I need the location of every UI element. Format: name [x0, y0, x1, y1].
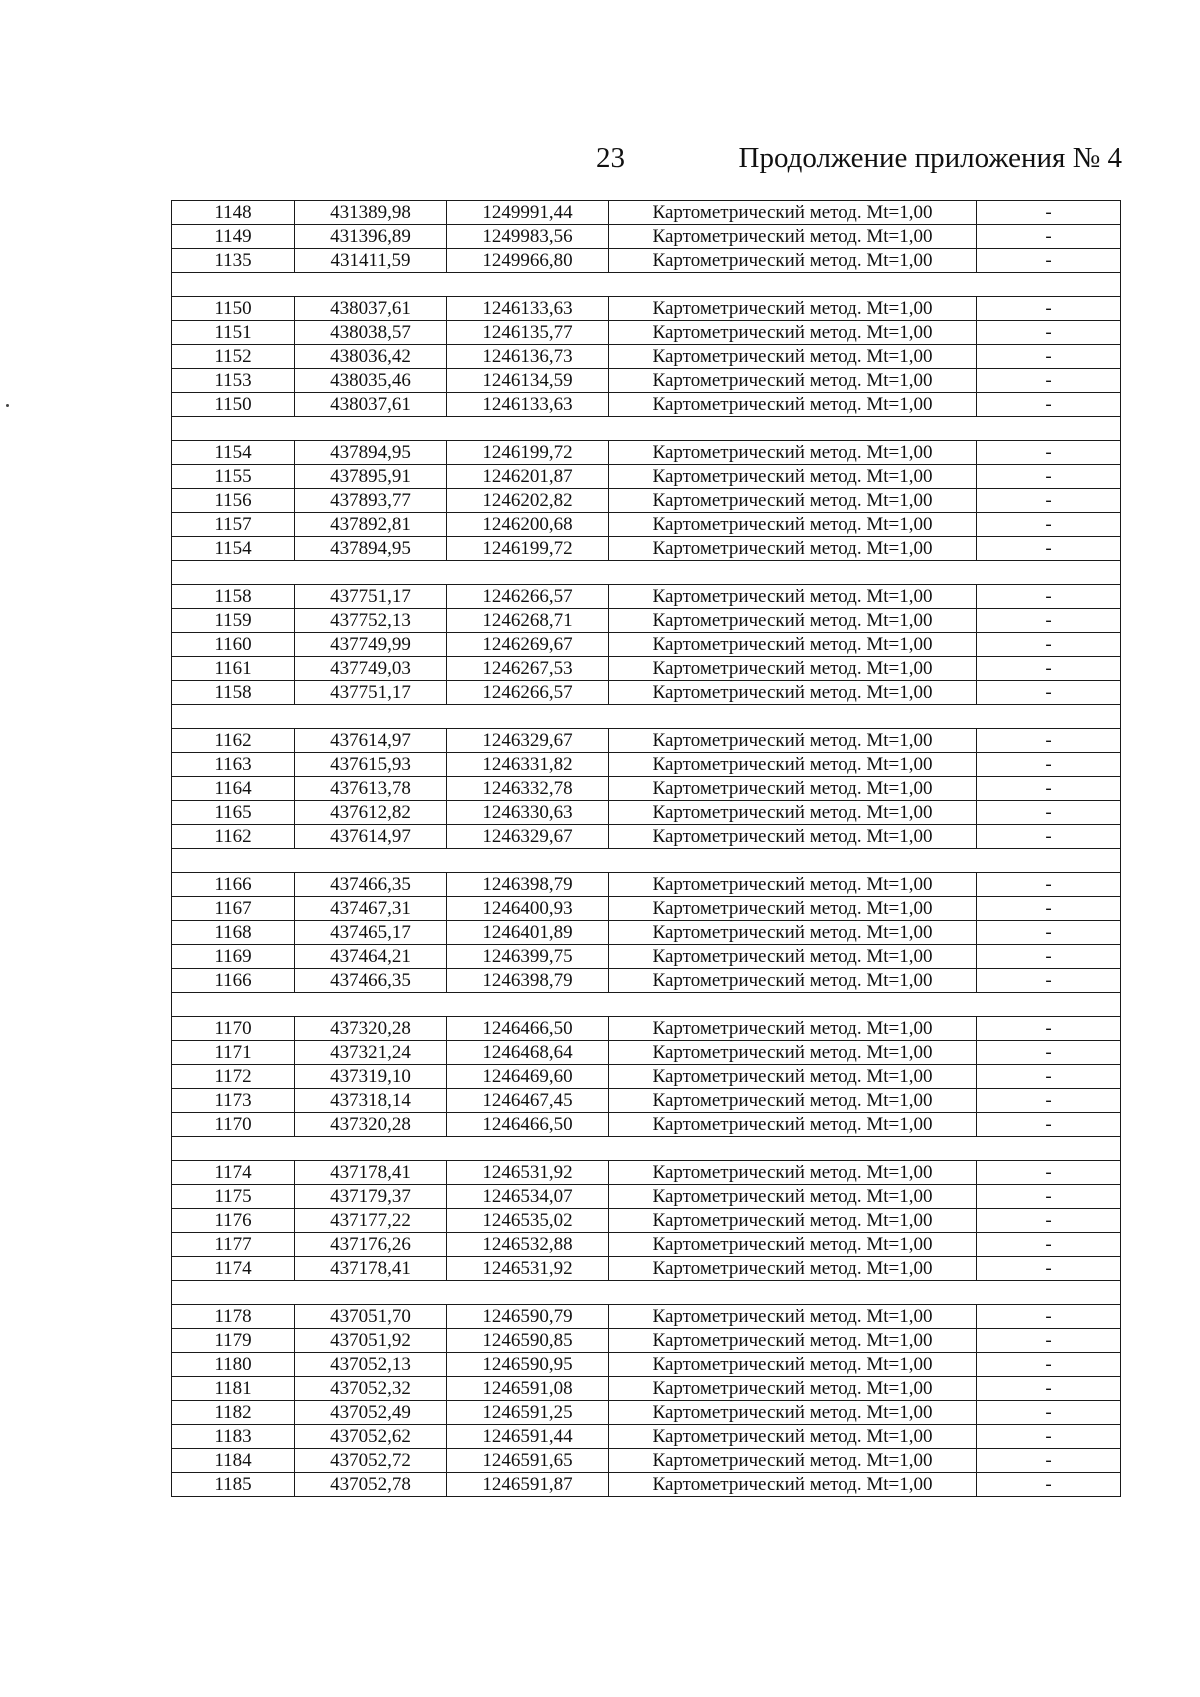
y-coordinate-cell: 1246332,78: [447, 777, 609, 801]
description-cell: -: [977, 1473, 1121, 1497]
table-row: [172, 369, 1121, 393]
description-cell: -: [977, 1329, 1121, 1353]
point-number-cell: 1170: [172, 1017, 295, 1041]
table-row: [172, 585, 1121, 609]
y-coordinate-cell: 1246201,87: [447, 465, 609, 489]
group-separator-cell: [172, 1281, 1121, 1305]
point-number-cell: 1169: [172, 945, 295, 969]
y-coordinate-cell: 1246401,89: [447, 921, 609, 945]
table-row: [172, 729, 1121, 753]
x-coordinate-cell: 437052,49: [295, 1401, 447, 1425]
x-coordinate-cell: 437179,37: [295, 1185, 447, 1209]
table-row: [172, 249, 1121, 273]
table-row: [172, 1377, 1121, 1401]
x-coordinate-cell: 431389,98: [295, 201, 447, 225]
x-coordinate-cell: 437892,81: [295, 513, 447, 537]
table-row: [172, 921, 1121, 945]
table-row: [172, 1329, 1121, 1353]
point-number-cell: 1170: [172, 1113, 295, 1137]
description-cell: -: [977, 1209, 1121, 1233]
table-row: [172, 825, 1121, 849]
method-cell: Картометрический метод. Mt=1,00: [609, 1017, 977, 1041]
description-cell: -: [977, 825, 1121, 849]
description-cell: -: [977, 1425, 1121, 1449]
description-cell: -: [977, 465, 1121, 489]
y-coordinate-cell: 1246591,44: [447, 1425, 609, 1449]
description-cell: -: [977, 753, 1121, 777]
point-number-cell: 1159: [172, 609, 295, 633]
point-number-cell: 1151: [172, 321, 295, 345]
method-cell: Картометрический метод. Mt=1,00: [609, 489, 977, 513]
x-coordinate-cell: 438038,57: [295, 321, 447, 345]
y-coordinate-cell: 1246591,25: [447, 1401, 609, 1425]
x-coordinate-cell: 437320,28: [295, 1017, 447, 1041]
method-cell: Картометрический метод. Mt=1,00: [609, 1305, 977, 1329]
x-coordinate-cell: 437051,70: [295, 1305, 447, 1329]
table-row: [172, 321, 1121, 345]
x-coordinate-cell: 437614,97: [295, 825, 447, 849]
point-number-cell: 1162: [172, 825, 295, 849]
description-cell: -: [977, 681, 1121, 705]
y-coordinate-cell: 1246531,92: [447, 1161, 609, 1185]
description-cell: -: [977, 1377, 1121, 1401]
description-cell: -: [977, 441, 1121, 465]
y-coordinate-cell: 1246133,63: [447, 297, 609, 321]
point-number-cell: 1174: [172, 1257, 295, 1281]
table-row: [172, 1089, 1121, 1113]
method-cell: Картометрический метод. Mt=1,00: [609, 969, 977, 993]
description-cell: -: [977, 369, 1121, 393]
y-coordinate-cell: 1246468,64: [447, 1041, 609, 1065]
table-row: [172, 1017, 1121, 1041]
point-number-cell: 1150: [172, 297, 295, 321]
table-row: [172, 801, 1121, 825]
group-separator-row: [172, 417, 1121, 441]
x-coordinate-cell: 437749,99: [295, 633, 447, 657]
point-number-cell: 1180: [172, 1353, 295, 1377]
table-row: [172, 1065, 1121, 1089]
x-coordinate-cell: 437894,95: [295, 441, 447, 465]
point-number-cell: 1179: [172, 1329, 295, 1353]
method-cell: Картометрический метод. Mt=1,00: [609, 921, 977, 945]
group-separator-row: [172, 705, 1121, 729]
method-cell: Картометрический метод. Mt=1,00: [609, 1113, 977, 1137]
x-coordinate-cell: 437052,78: [295, 1473, 447, 1497]
point-number-cell: 1150: [172, 393, 295, 417]
point-number-cell: 1176: [172, 1209, 295, 1233]
point-number-cell: 1172: [172, 1065, 295, 1089]
x-coordinate-cell: 438037,61: [295, 297, 447, 321]
y-coordinate-cell: 1246535,02: [447, 1209, 609, 1233]
method-cell: Картометрический метод. Mt=1,00: [609, 1041, 977, 1065]
x-coordinate-cell: 438035,46: [295, 369, 447, 393]
description-cell: -: [977, 297, 1121, 321]
point-number-cell: 1149: [172, 225, 295, 249]
method-cell: Картометрический метод. Mt=1,00: [609, 1449, 977, 1473]
table-row: [172, 1449, 1121, 1473]
point-number-cell: 1166: [172, 873, 295, 897]
point-number-cell: 1181: [172, 1377, 295, 1401]
page-number: 23: [596, 142, 625, 174]
description-cell: -: [977, 633, 1121, 657]
x-coordinate-cell: 437178,41: [295, 1257, 447, 1281]
point-number-cell: 1162: [172, 729, 295, 753]
group-separator-cell: [172, 561, 1121, 585]
method-cell: Картометрический метод. Mt=1,00: [609, 633, 977, 657]
table-row: [172, 945, 1121, 969]
y-coordinate-cell: 1246466,50: [447, 1113, 609, 1137]
point-number-cell: 1171: [172, 1041, 295, 1065]
table-row: [172, 1041, 1121, 1065]
description-cell: -: [977, 1113, 1121, 1137]
table-row: [172, 441, 1121, 465]
table-row: [172, 1473, 1121, 1497]
x-coordinate-cell: 437466,35: [295, 873, 447, 897]
y-coordinate-cell: 1246531,92: [447, 1257, 609, 1281]
point-number-cell: 1155: [172, 465, 295, 489]
table-row: [172, 1425, 1121, 1449]
method-cell: Картометрический метод. Mt=1,00: [609, 1209, 977, 1233]
point-number-cell: 1174: [172, 1161, 295, 1185]
y-coordinate-cell: 1246134,59: [447, 369, 609, 393]
y-coordinate-cell: 1246267,53: [447, 657, 609, 681]
description-cell: -: [977, 1041, 1121, 1065]
method-cell: Картометрический метод. Mt=1,00: [609, 345, 977, 369]
point-number-cell: 1152: [172, 345, 295, 369]
description-cell: -: [977, 873, 1121, 897]
description-cell: -: [977, 393, 1121, 417]
y-coordinate-cell: 1249991,44: [447, 201, 609, 225]
y-coordinate-cell: 1246199,72: [447, 441, 609, 465]
group-separator-row: [172, 273, 1121, 297]
table-row: [172, 225, 1121, 249]
y-coordinate-cell: 1246591,08: [447, 1377, 609, 1401]
description-cell: -: [977, 897, 1121, 921]
description-cell: -: [977, 609, 1121, 633]
method-cell: Картометрический метод. Mt=1,00: [609, 225, 977, 249]
x-coordinate-cell: 437466,35: [295, 969, 447, 993]
x-coordinate-cell: 437613,78: [295, 777, 447, 801]
method-cell: Картометрический метод. Mt=1,00: [609, 297, 977, 321]
method-cell: Картометрический метод. Mt=1,00: [609, 1089, 977, 1113]
description-cell: -: [977, 1185, 1121, 1209]
y-coordinate-cell: 1246591,65: [447, 1449, 609, 1473]
x-coordinate-cell: 437751,17: [295, 681, 447, 705]
y-coordinate-cell: 1246398,79: [447, 969, 609, 993]
table-row: [172, 1401, 1121, 1425]
description-cell: -: [977, 345, 1121, 369]
table-row: [172, 1233, 1121, 1257]
y-coordinate-cell: 1246266,57: [447, 681, 609, 705]
method-cell: Картометрический метод. Mt=1,00: [609, 1185, 977, 1209]
y-coordinate-cell: 1246268,71: [447, 609, 609, 633]
x-coordinate-cell: 437319,10: [295, 1065, 447, 1089]
x-coordinate-cell: 431396,89: [295, 225, 447, 249]
point-number-cell: 1153: [172, 369, 295, 393]
description-cell: -: [977, 1161, 1121, 1185]
description-cell: -: [977, 1401, 1121, 1425]
table-row: [172, 537, 1121, 561]
point-number-cell: 1165: [172, 801, 295, 825]
table-row: [172, 393, 1121, 417]
y-coordinate-cell: 1246400,93: [447, 897, 609, 921]
group-separator-row: [172, 993, 1121, 1017]
description-cell: -: [977, 1257, 1121, 1281]
table-row: [172, 201, 1121, 225]
point-number-cell: 1154: [172, 537, 295, 561]
x-coordinate-cell: 437052,32: [295, 1377, 447, 1401]
x-coordinate-cell: 437464,21: [295, 945, 447, 969]
description-cell: -: [977, 1233, 1121, 1257]
method-cell: Картометрический метод. Mt=1,00: [609, 537, 977, 561]
x-coordinate-cell: 437176,26: [295, 1233, 447, 1257]
page-title: Продолжение приложения № 4: [738, 142, 1122, 174]
table-row: [172, 633, 1121, 657]
x-coordinate-cell: 438037,61: [295, 393, 447, 417]
x-coordinate-cell: 437052,62: [295, 1425, 447, 1449]
description-cell: -: [977, 657, 1121, 681]
x-coordinate-cell: 437178,41: [295, 1161, 447, 1185]
point-number-cell: 1184: [172, 1449, 295, 1473]
point-number-cell: 1148: [172, 201, 295, 225]
method-cell: Картометрический метод. Mt=1,00: [609, 897, 977, 921]
description-cell: -: [977, 1305, 1121, 1329]
table-row: [172, 1113, 1121, 1137]
method-cell: Картометрический метод. Mt=1,00: [609, 945, 977, 969]
x-coordinate-cell: 437751,17: [295, 585, 447, 609]
coordinates-table: [171, 200, 1121, 1497]
point-number-cell: 1183: [172, 1425, 295, 1449]
point-number-cell: 1167: [172, 897, 295, 921]
point-number-cell: 1173: [172, 1089, 295, 1113]
method-cell: Картометрический метод. Mt=1,00: [609, 321, 977, 345]
y-coordinate-cell: 1246135,77: [447, 321, 609, 345]
x-coordinate-cell: 438036,42: [295, 345, 447, 369]
y-coordinate-cell: 1246199,72: [447, 537, 609, 561]
point-number-cell: 1154: [172, 441, 295, 465]
description-cell: -: [977, 1353, 1121, 1377]
y-coordinate-cell: 1246133,63: [447, 393, 609, 417]
description-cell: -: [977, 537, 1121, 561]
description-cell: -: [977, 969, 1121, 993]
x-coordinate-cell: 437749,03: [295, 657, 447, 681]
method-cell: Картометрический метод. Mt=1,00: [609, 465, 977, 489]
point-number-cell: 1161: [172, 657, 295, 681]
table-row: [172, 873, 1121, 897]
x-coordinate-cell: 437052,13: [295, 1353, 447, 1377]
method-cell: Картометрический метод. Mt=1,00: [609, 1401, 977, 1425]
table-row: [172, 657, 1121, 681]
method-cell: Картометрический метод. Mt=1,00: [609, 753, 977, 777]
group-separator-cell: [172, 993, 1121, 1017]
group-separator-row: [172, 1137, 1121, 1161]
x-coordinate-cell: 437320,28: [295, 1113, 447, 1137]
method-cell: Картометрический метод. Mt=1,00: [609, 1161, 977, 1185]
point-number-cell: 1182: [172, 1401, 295, 1425]
method-cell: Картометрический метод. Mt=1,00: [609, 1353, 977, 1377]
x-coordinate-cell: 437051,92: [295, 1329, 447, 1353]
description-cell: -: [977, 801, 1121, 825]
y-coordinate-cell: 1246590,79: [447, 1305, 609, 1329]
description-cell: -: [977, 1089, 1121, 1113]
method-cell: Картометрический метод. Mt=1,00: [609, 777, 977, 801]
x-coordinate-cell: 437615,93: [295, 753, 447, 777]
table-row: [172, 1209, 1121, 1233]
point-number-cell: 1168: [172, 921, 295, 945]
method-cell: Картометрический метод. Mt=1,00: [609, 201, 977, 225]
y-coordinate-cell: 1246469,60: [447, 1065, 609, 1089]
description-cell: -: [977, 321, 1121, 345]
point-number-cell: 1166: [172, 969, 295, 993]
x-coordinate-cell: 437467,31: [295, 897, 447, 921]
method-cell: Картометрический метод. Mt=1,00: [609, 393, 977, 417]
group-separator-row: [172, 849, 1121, 873]
point-number-cell: 1156: [172, 489, 295, 513]
table-row: [172, 1185, 1121, 1209]
description-cell: -: [977, 201, 1121, 225]
y-coordinate-cell: 1246398,79: [447, 873, 609, 897]
table-row: [172, 609, 1121, 633]
x-coordinate-cell: 437614,97: [295, 729, 447, 753]
y-coordinate-cell: 1246534,07: [447, 1185, 609, 1209]
description-cell: -: [977, 945, 1121, 969]
y-coordinate-cell: 1246532,88: [447, 1233, 609, 1257]
x-coordinate-cell: 437893,77: [295, 489, 447, 513]
point-number-cell: 1158: [172, 681, 295, 705]
point-number-cell: 1135: [172, 249, 295, 273]
group-separator-cell: [172, 849, 1121, 873]
table-row: [172, 1353, 1121, 1377]
y-coordinate-cell: 1246200,68: [447, 513, 609, 537]
x-coordinate-cell: 437177,22: [295, 1209, 447, 1233]
method-cell: Картометрический метод. Mt=1,00: [609, 369, 977, 393]
y-coordinate-cell: 1246466,50: [447, 1017, 609, 1041]
group-separator-row: [172, 561, 1121, 585]
table-row: [172, 777, 1121, 801]
scan-speck: [6, 404, 9, 407]
table-row: [172, 1161, 1121, 1185]
group-separator-cell: [172, 1137, 1121, 1161]
x-coordinate-cell: 437612,82: [295, 801, 447, 825]
group-separator-cell: [172, 273, 1121, 297]
method-cell: Картометрический метод. Mt=1,00: [609, 1329, 977, 1353]
x-coordinate-cell: 437321,24: [295, 1041, 447, 1065]
y-coordinate-cell: 1246590,95: [447, 1353, 609, 1377]
x-coordinate-cell: 437752,13: [295, 609, 447, 633]
y-coordinate-cell: 1246202,82: [447, 489, 609, 513]
method-cell: Картометрический метод. Mt=1,00: [609, 249, 977, 273]
table-row: [172, 969, 1121, 993]
y-coordinate-cell: 1246329,67: [447, 729, 609, 753]
x-coordinate-cell: 437895,91: [295, 465, 447, 489]
method-cell: Картометрический метод. Mt=1,00: [609, 873, 977, 897]
table-row: [172, 489, 1121, 513]
method-cell: Картометрический метод. Mt=1,00: [609, 585, 977, 609]
method-cell: Картометрический метод. Mt=1,00: [609, 1065, 977, 1089]
table-row: [172, 1305, 1121, 1329]
point-number-cell: 1158: [172, 585, 295, 609]
point-number-cell: 1157: [172, 513, 295, 537]
description-cell: -: [977, 1449, 1121, 1473]
method-cell: Картометрический метод. Mt=1,00: [609, 657, 977, 681]
point-number-cell: 1185: [172, 1473, 295, 1497]
table-row: [172, 513, 1121, 537]
x-coordinate-cell: 437894,95: [295, 537, 447, 561]
method-cell: Картометрический метод. Mt=1,00: [609, 729, 977, 753]
description-cell: -: [977, 249, 1121, 273]
point-number-cell: 1163: [172, 753, 295, 777]
method-cell: Картометрический метод. Mt=1,00: [609, 441, 977, 465]
method-cell: Картометрический метод. Mt=1,00: [609, 1233, 977, 1257]
description-cell: -: [977, 777, 1121, 801]
point-number-cell: 1175: [172, 1185, 295, 1209]
coordinates-table-body: [172, 201, 1121, 1497]
description-cell: -: [977, 729, 1121, 753]
description-cell: -: [977, 1017, 1121, 1041]
method-cell: Картометрический метод. Mt=1,00: [609, 1473, 977, 1497]
y-coordinate-cell: 1249983,56: [447, 225, 609, 249]
description-cell: -: [977, 225, 1121, 249]
description-cell: -: [977, 513, 1121, 537]
y-coordinate-cell: 1246331,82: [447, 753, 609, 777]
point-number-cell: 1160: [172, 633, 295, 657]
table-row: [172, 897, 1121, 921]
y-coordinate-cell: 1246330,63: [447, 801, 609, 825]
table-row: [172, 753, 1121, 777]
method-cell: Картометрический метод. Mt=1,00: [609, 825, 977, 849]
method-cell: Картометрический метод. Mt=1,00: [609, 681, 977, 705]
description-cell: -: [977, 1065, 1121, 1089]
description-cell: -: [977, 921, 1121, 945]
method-cell: Картометрический метод. Mt=1,00: [609, 513, 977, 537]
point-number-cell: 1177: [172, 1233, 295, 1257]
method-cell: Картометрический метод. Mt=1,00: [609, 609, 977, 633]
x-coordinate-cell: 431411,59: [295, 249, 447, 273]
x-coordinate-cell: 437465,17: [295, 921, 447, 945]
description-cell: -: [977, 585, 1121, 609]
y-coordinate-cell: 1246467,45: [447, 1089, 609, 1113]
point-number-cell: 1178: [172, 1305, 295, 1329]
y-coordinate-cell: 1246399,75: [447, 945, 609, 969]
table-row: [172, 345, 1121, 369]
description-cell: -: [977, 489, 1121, 513]
y-coordinate-cell: 1246266,57: [447, 585, 609, 609]
y-coordinate-cell: 1249966,80: [447, 249, 609, 273]
y-coordinate-cell: 1246136,73: [447, 345, 609, 369]
y-coordinate-cell: 1246591,87: [447, 1473, 609, 1497]
point-number-cell: 1164: [172, 777, 295, 801]
y-coordinate-cell: 1246269,67: [447, 633, 609, 657]
table-row: [172, 465, 1121, 489]
method-cell: Картометрический метод. Mt=1,00: [609, 1377, 977, 1401]
table-row: [172, 297, 1121, 321]
table-row: [172, 681, 1121, 705]
y-coordinate-cell: 1246590,85: [447, 1329, 609, 1353]
method-cell: Картометрический метод. Mt=1,00: [609, 801, 977, 825]
x-coordinate-cell: 437052,72: [295, 1449, 447, 1473]
group-separator-cell: [172, 417, 1121, 441]
group-separator-cell: [172, 705, 1121, 729]
method-cell: Картометрический метод. Mt=1,00: [609, 1257, 977, 1281]
y-coordinate-cell: 1246329,67: [447, 825, 609, 849]
method-cell: Картометрический метод. Mt=1,00: [609, 1425, 977, 1449]
x-coordinate-cell: 437318,14: [295, 1089, 447, 1113]
table-row: [172, 1257, 1121, 1281]
group-separator-row: [172, 1281, 1121, 1305]
